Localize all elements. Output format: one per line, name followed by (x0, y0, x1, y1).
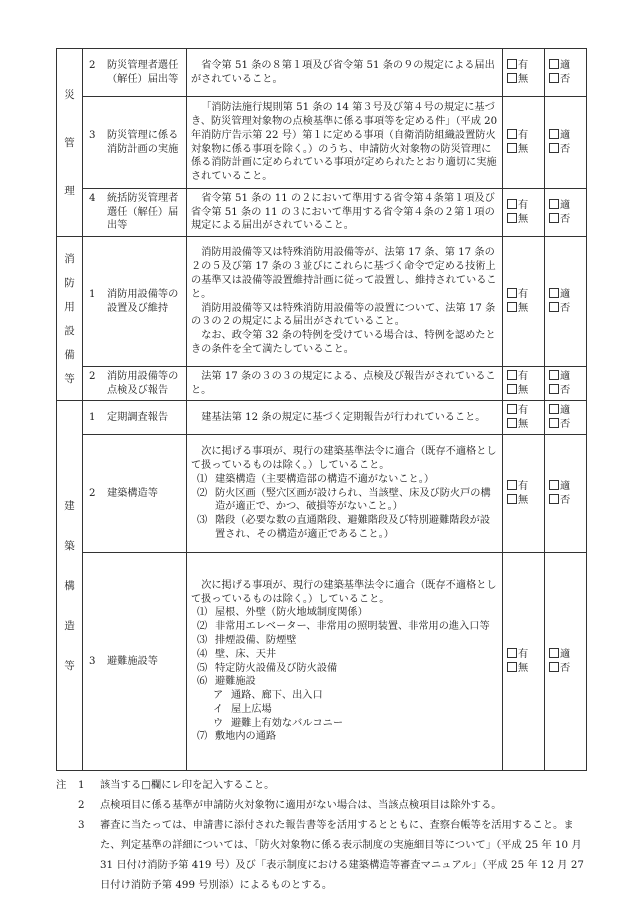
item-name: 消防用設備等の設置及び維持 (107, 288, 179, 314)
checkbox-ng[interactable] (549, 143, 559, 153)
note-number: 2 (78, 799, 85, 811)
criteria-text: 省令第 51 条の８第１項及び省令第 51 条の９の規定による届出がされていること。 (191, 59, 495, 85)
checkbox-ok[interactable] (549, 404, 559, 414)
judgement-check-cell (545, 435, 587, 553)
judgement-check-cell (545, 49, 587, 97)
checkbox-ok[interactable] (549, 480, 559, 490)
note-number: 1 (78, 779, 85, 791)
note-text: 点検項目に係る基準が申請防火対象物に適用がない場合は、当該点検項目は除外する。 (100, 799, 502, 811)
judgement-check-cell (545, 189, 587, 237)
section-disaster-management (57, 49, 83, 237)
criteria-sub-item: ⑴ 屋根、外壁（防火地域制度関係） (197, 607, 368, 619)
checkbox-label: 無 (518, 73, 529, 85)
criteria-sub-item: ⑺ 敷地内の通路 (197, 731, 277, 743)
criteria-sub-item: ⑶ 階段（必要な数の直通階段、避難階段及び特別避難階段が設置され、その構造が適正であること。） (197, 515, 491, 540)
section-char: 管 (64, 136, 75, 149)
checkbox-label: 適 (560, 199, 571, 211)
checkbox-none[interactable] (507, 302, 517, 312)
table-row (57, 401, 587, 435)
item-cell (83, 49, 187, 97)
checkbox-label: 有 (518, 288, 529, 300)
judgement-check-cell (545, 237, 587, 367)
checkbox-exists[interactable] (507, 480, 517, 490)
item-number: 3 (89, 655, 96, 667)
checkbox-ok[interactable] (549, 129, 559, 139)
checkbox-label: 否 (560, 302, 571, 314)
checkbox-ok[interactable] (549, 199, 559, 209)
criteria-cell (187, 237, 503, 367)
checkbox-label: 有 (518, 59, 529, 71)
checkbox-ok[interactable] (549, 59, 559, 69)
table-row (57, 49, 587, 97)
item-cell (83, 237, 187, 367)
checkbox-exists[interactable] (507, 648, 517, 658)
checklist-sheet (56, 48, 586, 771)
exists-check-cell (503, 237, 545, 367)
item-number: 4 (89, 192, 96, 204)
criteria-text: 法第 17 条の３の３の規定による、点検及び報告がされていること。 (191, 370, 496, 396)
criteria-sub-item: ⑵ 防火区画（竪穴区画が設けられ、当該壁、床及び防火戸の構造が適正で、かつ、破損等がないこと。） (197, 487, 491, 513)
table-row (57, 189, 587, 237)
criteria-cell (187, 435, 503, 553)
checkbox-label: 無 (518, 494, 529, 506)
criteria-text: 消防用設備等又は特殊消防用設備等の設置について、法第 17 条の３の２の規定による届出がされていること。 (191, 302, 496, 328)
checkbox-ng[interactable] (549, 302, 559, 312)
checkbox-label: 無 (518, 213, 529, 225)
criteria-sub-item: ⑵ 非常用エレベーター、非常用の照明装置、非常用の進入口等 (197, 621, 490, 633)
criteria-sub-item: ⑸ 特定防火設備及び防火設備 (197, 662, 338, 674)
section-char: 造 (64, 619, 75, 632)
table-row (57, 97, 587, 189)
section-char: 消 (64, 252, 75, 265)
checkbox-label: 無 (518, 418, 529, 430)
exists-check-cell (503, 49, 545, 97)
judgement-check-cell (545, 401, 587, 435)
criteria-cell (187, 367, 503, 401)
checkbox-label: 無 (518, 143, 529, 155)
exists-check-cell (503, 189, 545, 237)
item-cell (83, 435, 187, 553)
checkbox-ng[interactable] (549, 662, 559, 672)
checkbox-label: 有 (518, 199, 529, 211)
criteria-text: 建基法第 12 条の規定に基づく定期報告が行われていること。 (201, 411, 486, 423)
criteria-cell (187, 49, 503, 97)
criteria-cell (187, 401, 503, 435)
checkbox-none[interactable] (507, 73, 517, 83)
item-number: 2 (89, 487, 96, 499)
note-text: 該当する□欄にレ印を記入すること。 (100, 779, 275, 791)
checkbox-exists[interactable] (507, 370, 517, 380)
checkbox-label: 適 (560, 370, 571, 382)
checkbox-label: 有 (518, 129, 529, 141)
item-name: 防災管理者選任（解任）届出等 (107, 59, 179, 85)
judgement-check-cell (545, 367, 587, 401)
criteria-text: 消防用設備等又は特殊消防用設備等が、法第 17 条、第 17 条の２の５及び第 17 条の３並びにこれらに基づく命令で定める技術上の基準又は設備等設置維持計画に従って設置し、維持されていること。 (191, 247, 497, 300)
checkbox-none[interactable] (507, 494, 517, 504)
checkbox-label: 適 (560, 59, 571, 71)
checkbox-label: 有 (518, 404, 529, 416)
item-number: 2 (89, 59, 96, 71)
checkbox-label: 否 (560, 73, 571, 85)
checkbox-label: 有 (518, 480, 529, 492)
checkbox-label: 有 (518, 648, 529, 660)
table-row (57, 367, 587, 401)
checkbox-label: 適 (560, 288, 571, 300)
section-fire-equipment (57, 237, 83, 401)
exists-check-cell (503, 435, 545, 553)
inspection-table (56, 48, 587, 771)
checkbox-none[interactable] (507, 418, 517, 428)
judgement-check-cell (545, 97, 587, 189)
checkbox-ok[interactable] (549, 370, 559, 380)
exists-check-cell (503, 553, 545, 771)
criteria-cell (187, 97, 503, 189)
item-number: 1 (89, 288, 96, 300)
note-text: 審査に当たっては、申請書に添付された報告書等を活用するとともに、査察台帳等を活用すること。また、判定基準の詳細については、「防火対象物に係る表示制度の実施細目等について」（平成 25 年 10 月 31 日付け消防予第 419 号）及び「表示制度における建築構造等審査マニュアル」（平成 25 年 12 月 27 日付け消防予第 499 号別添）によるものとする。 (100, 819, 584, 891)
criteria-sub-sub-item: ア 通路、廊下、出入口 (213, 690, 323, 702)
checkbox-label: 適 (560, 404, 571, 416)
criteria-text: 「消防法施行規則第 51 条の 14 第３号及び第４号の規定に基づき、防災管理対象物の点検基準に係る事項等を定める件」（平成 20 年消防庁告示第 22 号）第１に定める事項（自衛消防組織設置防火対象物に係る事項を除く。）のうち、申請防火対象物の防災管理に係る消防計画に定められている事項が定められたとおり適切に実施されていること。 (191, 102, 498, 183)
item-name: 防災管理に係る消防計画の実施 (107, 129, 179, 155)
exists-check-cell (503, 367, 545, 401)
section-char: 等 (64, 372, 75, 385)
checkbox-none[interactable] (507, 384, 517, 394)
item-name: 定期調査報告 (107, 411, 169, 423)
section-char: 理 (64, 184, 75, 197)
item-number: 2 (89, 370, 96, 382)
item-cell (83, 367, 187, 401)
checkbox-ng[interactable] (549, 384, 559, 394)
criteria-cell (187, 189, 503, 237)
checkbox-ng[interactable] (549, 418, 559, 428)
note-2 (56, 795, 592, 815)
note-3 (56, 815, 592, 895)
checkbox-label: 適 (560, 129, 571, 141)
checkbox-exists[interactable] (507, 288, 517, 298)
criteria-sub-item: ⑴ 建築構造（主要構造部の構造不適がないこと。） (197, 473, 435, 485)
criteria-cell (187, 553, 503, 771)
table-row (57, 237, 587, 367)
checkbox-label: 無 (518, 662, 529, 674)
checkbox-exists[interactable] (507, 199, 517, 209)
notes-section (56, 775, 592, 895)
note-1 (56, 775, 592, 795)
checkbox-label: 否 (560, 494, 571, 506)
checkbox-label: 否 (560, 384, 571, 396)
criteria-text: 次に掲げる事項が、現行の建築基準法令に適合（既存不適格として扱っているものは除く。）していること。 (191, 446, 497, 471)
table-row (57, 553, 587, 771)
section-char: 防 (64, 276, 75, 289)
section-char: 築 (64, 539, 75, 552)
checkbox-exists[interactable] (507, 59, 517, 69)
table-row (57, 435, 587, 553)
section-char: 災 (64, 88, 75, 101)
section-char: 等 (64, 659, 75, 672)
section-char: 構 (64, 579, 75, 592)
checkbox-label: 否 (560, 213, 571, 225)
criteria-sub-item: ⑶ 排煙設備、防煙壁 (197, 634, 297, 646)
checkbox-ng[interactable] (549, 213, 559, 223)
checkbox-label: 有 (518, 370, 529, 382)
note-number: 3 (78, 819, 85, 831)
item-name: 避難施設等 (107, 655, 158, 667)
criteria-sub-item: ⑹ 避難施設 (197, 676, 256, 688)
exists-check-cell (503, 97, 545, 189)
checkbox-ng[interactable] (549, 494, 559, 504)
section-char: 用 (64, 300, 75, 313)
criteria-sub-sub-item: イ 屋上広場 (213, 703, 272, 715)
checkbox-ok[interactable] (549, 648, 559, 658)
checkbox-label: 否 (560, 143, 571, 155)
checkbox-label: 否 (560, 662, 571, 674)
checkbox-none[interactable] (507, 213, 517, 223)
section-building-structure (57, 401, 83, 771)
checkbox-exists[interactable] (507, 129, 517, 139)
exists-check-cell (503, 401, 545, 435)
notes-label: 注 (56, 779, 67, 791)
criteria-sub-item: ⑷ 壁、床、天井 (197, 648, 277, 660)
checkbox-ok[interactable] (549, 288, 559, 298)
checkbox-exists[interactable] (507, 404, 517, 414)
checkbox-ng[interactable] (549, 73, 559, 83)
item-cell (83, 553, 187, 771)
checkbox-label: 適 (560, 480, 571, 492)
checkbox-label: 適 (560, 648, 571, 660)
item-cell (83, 401, 187, 435)
checkbox-label: 無 (518, 384, 529, 396)
checkbox-none[interactable] (507, 662, 517, 672)
criteria-text: 次に掲げる事項が、現行の建築基準法令に適合（既存不適格として扱っているものは除く。）していること。 (191, 579, 497, 605)
section-char: 建 (64, 499, 75, 512)
checkbox-label: 無 (518, 302, 529, 314)
criteria-sub-sub-item: ウ 避難上有効なバルコニー (213, 717, 344, 729)
criteria-text: 省令第 51 条の 11 の２において準用する省令第４条第１項及び省令第 51 条の 11 の３において準用する省令第４条の２第１項の規定による届出がされていること。 (191, 192, 495, 232)
item-number: 3 (89, 129, 96, 141)
item-cell (83, 97, 187, 189)
item-name: 建築構造等 (107, 487, 158, 499)
criteria-text: なお、政令第 32 条の特例を受けている場合は、特例を認めたときの条件を全て満たしていること。 (191, 330, 496, 355)
judgement-check-cell (545, 553, 587, 771)
checkbox-none[interactable] (507, 143, 517, 153)
item-cell (83, 189, 187, 237)
item-name: 消防用設備等の点検及び報告 (107, 370, 179, 396)
section-char: 備 (64, 348, 75, 361)
item-number: 1 (89, 411, 96, 423)
checkbox-label: 否 (560, 418, 571, 430)
section-char: 設 (64, 324, 75, 337)
item-name: 統括防災管理者選任（解任）届出等 (107, 192, 179, 232)
